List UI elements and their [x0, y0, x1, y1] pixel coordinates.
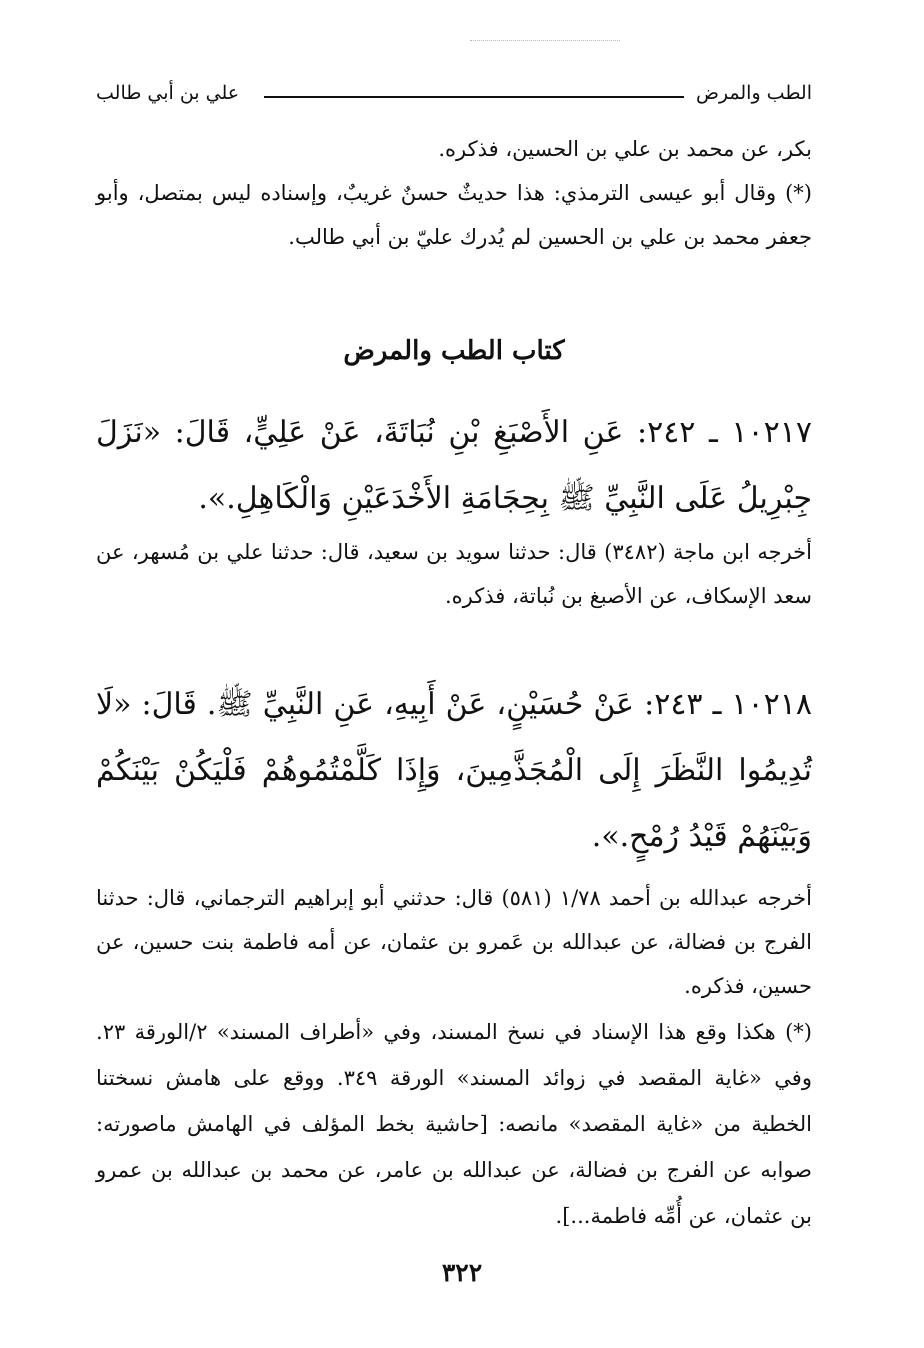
chapter-name: علي بن أبي طالب [96, 82, 240, 104]
hadith-note: (*) هكذا وقع هذا الإسناد في نسخ المسند، وفي «أطراف المسند» ٢/الورقة ٢٣. وفي «غاية المقصد في زوائد المسند» الورقة ٣٤٩. ووقع على هامش نسختنا الخطية من «غاية المقصد» مانصه: [حاشية بخط المؤلف في الهامش ماصورته: صوابه عن الفرج بن فضالة، عن عبدالله بن عامر، عن محمد بن عبدالله بن عمرو بن عثمان، عن أُمِّه فاطمة...]. [96, 1020, 812, 1228]
hadith-source: أخرجه ابن ماجة (٣٤٨٢) قال: حدثنا سويد بن سعيد، قال: حدثنا علي بن مُسهر، عن سعد الإسكاف، عن الأصبغ بن نُباتة، فذكره. [96, 540, 812, 608]
running-header [96, 82, 812, 112]
footnote-paragraph: (*) وقال أبو عيسى الترمذي: هذا حديثٌ حسنٌ غريبٌ، وإسناده ليس بمتصل، وأبو جعفر محمد بن علي بن الحسين لم يُدرك عليّ بن أبي طالب. [96, 181, 812, 249]
running-title: الطب والمرض [695, 82, 812, 104]
continued-paragraph: بكر، عن محمد بن علي بن الحسين، فذكره. [438, 137, 812, 161]
hadith-text: ١٠٢١٧ ـ ٢٤٢: عَنِ الأَصْبَغِ بْنِ نُبَاتَةَ، عَنْ عَلِيٍّ، قَالَ: «نَزَلَ جِبْرِيلُ عَلَى النَّبِيِّ ﷺ بِحِجَامَةِ الأَخْدَعَيْنِ وَالْكَاهِلِ.». [96, 415, 812, 516]
page-number: ٣٢٢ [441, 1258, 483, 1287]
hadith-source: أخرجه عبدالله بن أحمد ١/٧٨ (٥٨١) قال: حدثني أبو إبراهيم الترجماني، قال: حدثنا الفرج بن فضالة، عن عبدالله بن عَمرو بن عثمان، عن أمه فاطمة بنت حسين، عن حسين، فذكره. [96, 886, 812, 998]
hadith-text: ١٠٢١٨ ـ ٢٤٣: عَنْ حُسَيْنٍ، عَنْ أَبِيهِ، عَنِ النَّبِيِّ ﷺ. قَالَ: «لَا تُدِيمُوا النَّظَرَ إِلَى الْمُجَذَّمِينَ، وَإِذَا كَلَّمْتُمُوهُمْ فَلْيَكُنْ بَيْنَكُمْ وَبَيْنَهُمْ قَيْدُ رُمْحٍ.». [96, 687, 812, 854]
header-rule [264, 96, 684, 98]
book-title: كتاب الطب والمرض [343, 336, 565, 366]
scan-mark [470, 40, 620, 41]
